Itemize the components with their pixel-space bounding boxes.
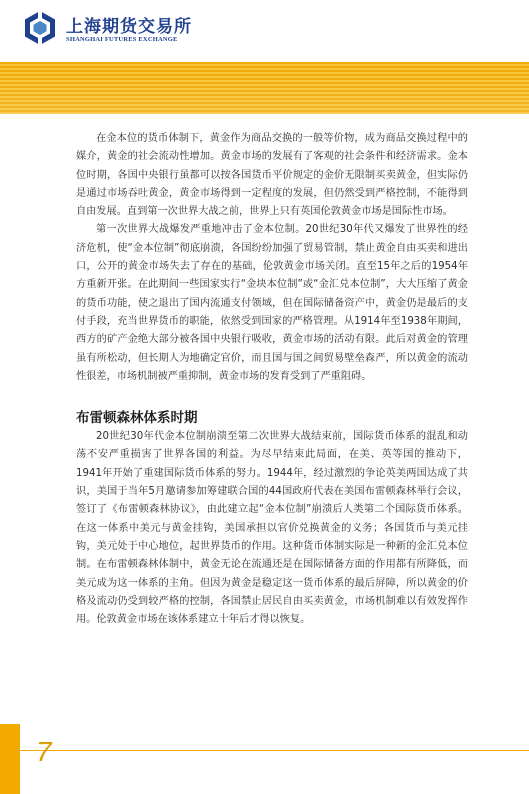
exchange-logo-icon — [22, 10, 58, 46]
org-name-cn: 上海期货交易所 — [66, 17, 192, 37]
body-paragraph: 第一次世界大战爆发严重地冲击了金本位制。20世纪30年代又爆发了世界性的经济危机，使“金本位制”彻底崩溃，各国纷纷加强了贸易管制，禁止黄金自由买卖和进出口，公开的黄金市场失去了存在的基础，伦敦黄金市场关闭。直至15年之后的1954年方重新开张。在此期间一些国家实行“金块本位制”或“金汇兑本位制”，大大压缩了黄金的货币功能，使之退出了国内流通支付领域，但在国际储备资产中，黄金仍是最后的支付手段，充当世界货币的职能，依然受到国家的严格管理。从1914年至1938年期间，西方的矿产金绝大部分被各国中央银行吸收，黄金市场的活动有限。此后对黄金的管理虽有所松动，但长期人为地确定官价，而且国与国之间贸易壁垒森严，所以黄金的流动性很差，市场机制被严重抑制，黄金市场的发育受到了严重阻碍。 — [76, 224, 468, 382]
footer-divider — [20, 750, 529, 751]
main-content — [76, 130, 468, 629]
body-paragraph: 在金本位的货币体制下，黄金作为商品交换的一般等价物，成为商品交换过程中的媒介，黄金的社会流动性增加。黄金市场的发展有了客观的社会条件和经济需求。金本位时期，各国中央银行虽都可以按各国货币平价规定的金价无限制买卖黄金，但实际仍是通过市场吞吐黄金，黄金市场得到一定程度的发展，但仍然受到严格控制，不能得到自由发展。直到第一次世界大战之前，世界上只有英国伦敦黄金市场是国际性市场。 — [76, 133, 468, 218]
decorative-header-band-shade — [0, 62, 529, 114]
org-name-en: SHANGHAI FUTURES EXCHANGE — [66, 36, 178, 43]
body-paragraph: 20世纪30年代金本位制崩溃至第二次世界大战结束前，国际货币体系的混乱和动荡不安严重损害了世界各国的利益。为尽早结束此局面，在美、英等国的推动下，1941年开始了重建国际货币体系的努力。1944年，经过激烈的争论英美两国达成了共识，美国于当年5月邀请参加筹建联合国的44国政府代表在美国布雷顿森林举行会议，签订了《布雷顿森林协议》，由此建立起“金本位制”崩溃后人类第二个国际货币体系。在这一体系中美元与黄金挂钩，美国承担以官价兑换黄金的义务；各国货币与美元挂钩，美元处于中心地位，起世界货币的作用。这种货币体制实际是一种新的金汇兑本位制。在布雷顿森林体制中，黄金无论在流通还是在国际储备方面的作用都有所降低，而美元成为这一体系的主角。但因为黄金是稳定这一货币体系的最后屏障，所以黄金的价格及流动仍受到较严格的控制，各国禁止居民自由买卖黄金，市场机制难以有效发挥作用。伦敦黄金市场在该体系建立十年后才得以恢复。 — [76, 431, 468, 626]
page-header — [0, 0, 529, 62]
section-heading: 布雷顿森林体系时期 — [76, 410, 198, 427]
page-number: 7 — [36, 736, 52, 767]
footer-accent-bar — [0, 724, 20, 794]
